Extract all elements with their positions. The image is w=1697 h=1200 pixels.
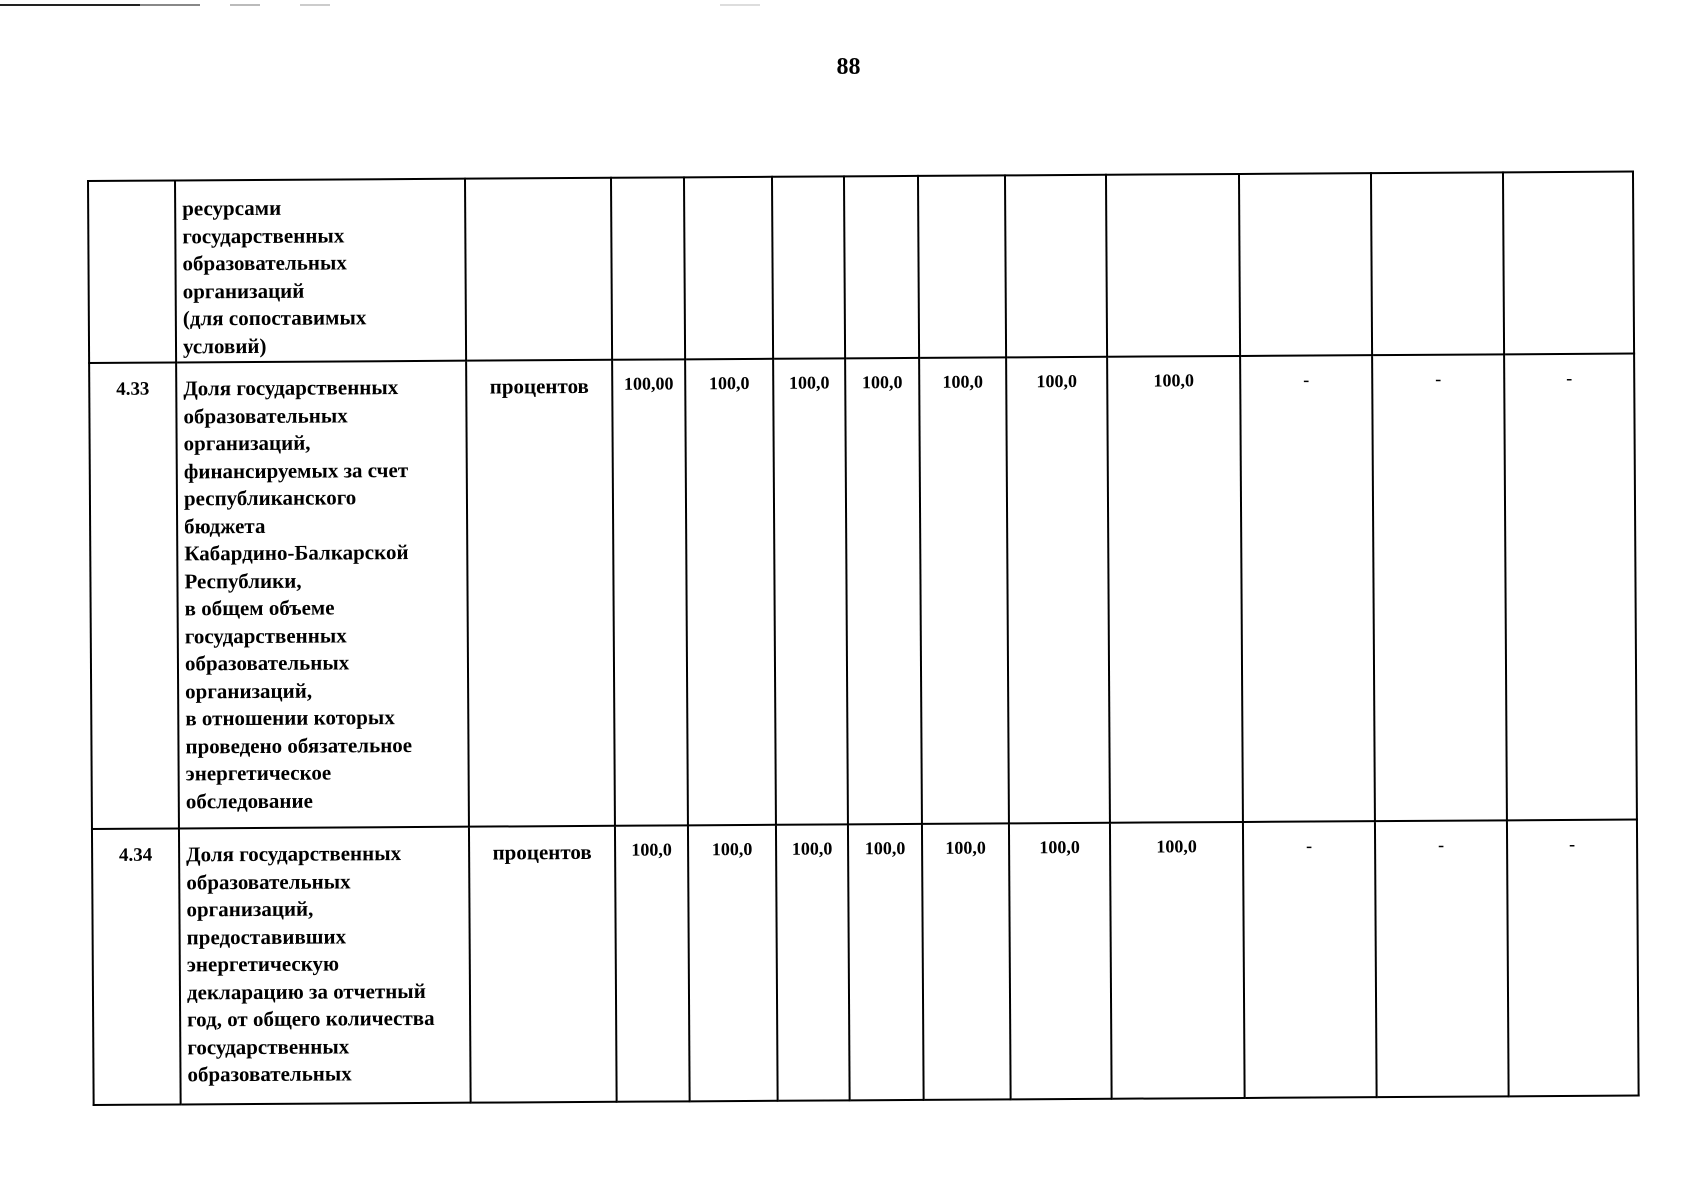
row-number-cell: 4.34 (92, 828, 181, 1105)
value-cell: 100,0 (919, 357, 1009, 824)
value-cell: 100,0 (1006, 357, 1110, 824)
value-cell: 100,0 (1009, 823, 1112, 1100)
table-row (88, 172, 1634, 363)
value-cell (1106, 174, 1240, 357)
page-number: 88 (836, 54, 861, 80)
value-cell (1503, 172, 1634, 355)
value-cell (1005, 175, 1107, 358)
value-cell: - (1372, 354, 1507, 821)
value-cell: 100,0 (1110, 822, 1245, 1099)
value-cell (772, 176, 845, 358)
table-row (89, 354, 1637, 829)
value-cell: - (1507, 820, 1639, 1097)
value-cell (1239, 173, 1372, 356)
value-cell: 100,0 (773, 358, 848, 824)
scan-edge-line (0, 4, 760, 6)
table-row (92, 820, 1639, 1105)
value-cell (611, 177, 685, 359)
value-cell: 100,0 (845, 358, 922, 824)
value-cell: 100,0 (922, 823, 1011, 1100)
value-cell (1371, 172, 1504, 355)
value-cell: - (1243, 821, 1377, 1098)
value-cell (684, 177, 773, 360)
row-number-cell (88, 180, 176, 363)
value-cell: 100,0 (776, 824, 850, 1100)
value-cell (918, 175, 1006, 358)
indicator-name-cell: Доля государственных образовательных организаций, предоставивших энергетическую декларацию за отчетный год, от общего количества государственных образовательных (179, 827, 471, 1105)
unit-cell: процентов (466, 360, 615, 827)
value-cell: 100,0 (685, 359, 776, 826)
value-cell: - (1375, 820, 1509, 1097)
value-cell: - (1240, 355, 1375, 822)
unit-cell: процентов (469, 826, 617, 1103)
value-cell: 100,0 (615, 825, 690, 1101)
value-cell: 100,0 (1107, 356, 1243, 823)
value-cell: - (1504, 354, 1637, 821)
indicator-name-cell: ресурсами государственных образовательных организаций (для сопоставимых условий) (175, 179, 466, 363)
value-cell: 100,00 (612, 359, 688, 825)
row-number-cell: 4.33 (89, 362, 179, 829)
value-cell (844, 176, 919, 358)
unit-cell (465, 178, 612, 361)
value-cell: 100,0 (848, 824, 924, 1100)
value-cell: 100,0 (688, 825, 778, 1102)
indicators-table (87, 171, 1640, 1106)
indicator-name-cell: Доля государственных образовательных организаций, финансируемых за счет республиканского бюджета Кабардино-Балкарской Республики, в общем объеме государственных образовательных организаций, в отношении которых проведено обязательное энергетическое обследование (176, 361, 469, 829)
